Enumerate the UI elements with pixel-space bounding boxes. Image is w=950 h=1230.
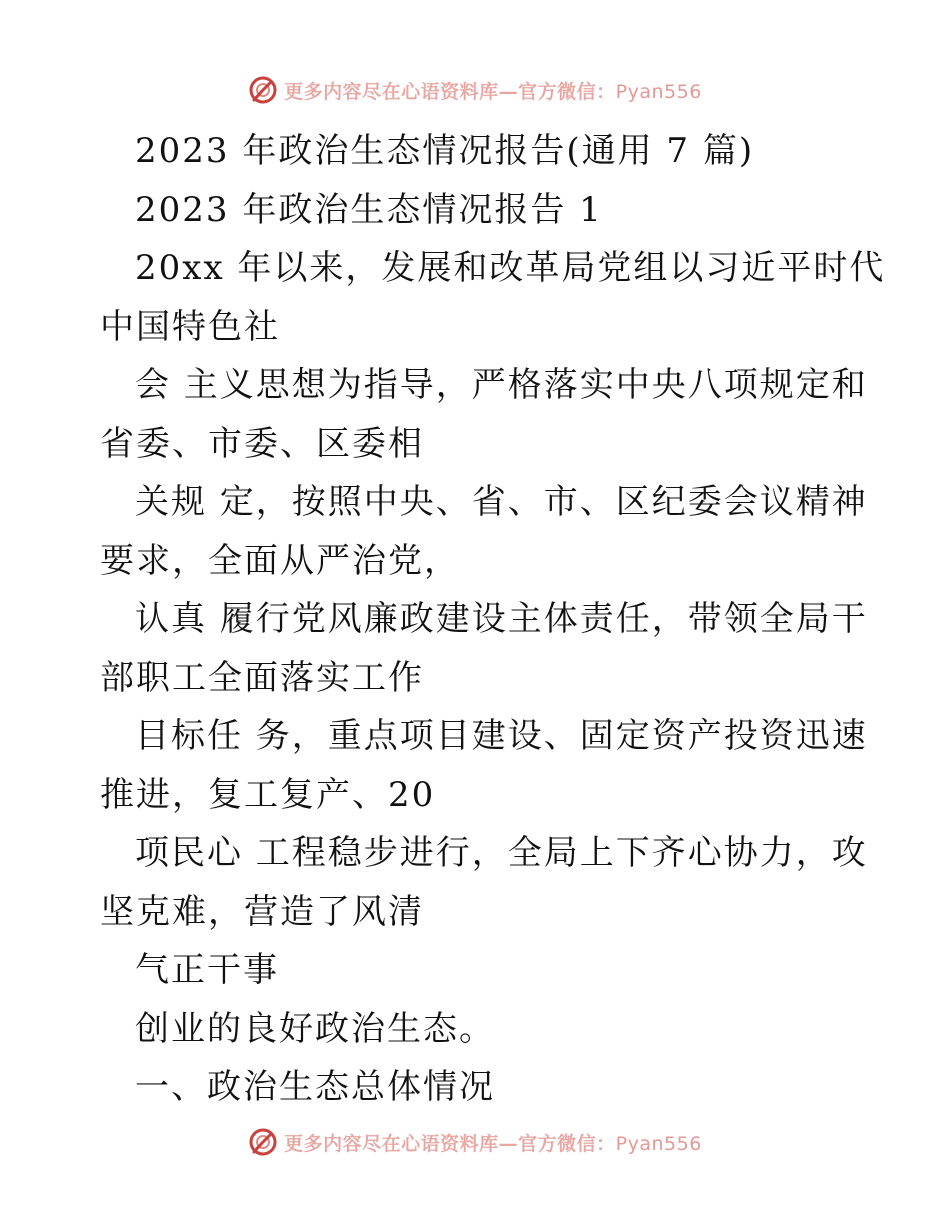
paragraph-line: 推进，复工复产、20	[100, 774, 436, 815]
paragraph-line: 气正干事	[135, 950, 279, 990]
document-body	[100, 122, 886, 1117]
doc-subtitle: 2023 年政治生态情况报告 1	[135, 189, 603, 230]
paragraph-line: 项民心 工程稳步进行，全局上下齐心协力，攻	[135, 833, 868, 873]
paragraph-line: 中国特色社	[100, 306, 280, 347]
paragraph-line: 创业的良好政治生态。	[135, 1008, 495, 1049]
brand-logo-icon	[248, 1127, 278, 1157]
paragraph-line: 部职工全面落实工作	[100, 657, 424, 698]
paragraph-line: 20xx 年以来，发展和改革局党组以习近平时代	[135, 248, 886, 288]
paragraph-line: 认真 履行党风廉政建设主体责任，带领全局干	[135, 599, 868, 639]
paragraph-line: 目标任 务，重点项目建设、固定资产投资迅速	[135, 716, 868, 756]
watermark-text: 更多内容尽在心语资料库—官方微信：Pyan556	[284, 80, 702, 103]
paragraph-line: 要求，全面从严治党，	[100, 540, 460, 581]
footer-watermark	[0, 1122, 950, 1162]
watermark-text: 更多内容尽在心语资料库—官方微信：Pyan556	[284, 1132, 702, 1155]
brand-logo-icon	[248, 75, 278, 105]
paragraph-line: 省委、市委、区委相	[100, 423, 424, 464]
doc-title: 2023 年政治生态情况报告(通用 7 篇)	[135, 131, 755, 171]
paragraph-line: 关规 定，按照中央、省、市、区纪委会议精神	[135, 482, 868, 522]
paragraph-line: 会 主义思想为指导，严格落实中央八项规定和	[135, 365, 868, 405]
section-heading: 一、政治生态总体情况	[135, 1067, 495, 1107]
header-watermark	[0, 70, 950, 110]
paragraph-line: 坚克难，营造了风清	[100, 891, 424, 932]
